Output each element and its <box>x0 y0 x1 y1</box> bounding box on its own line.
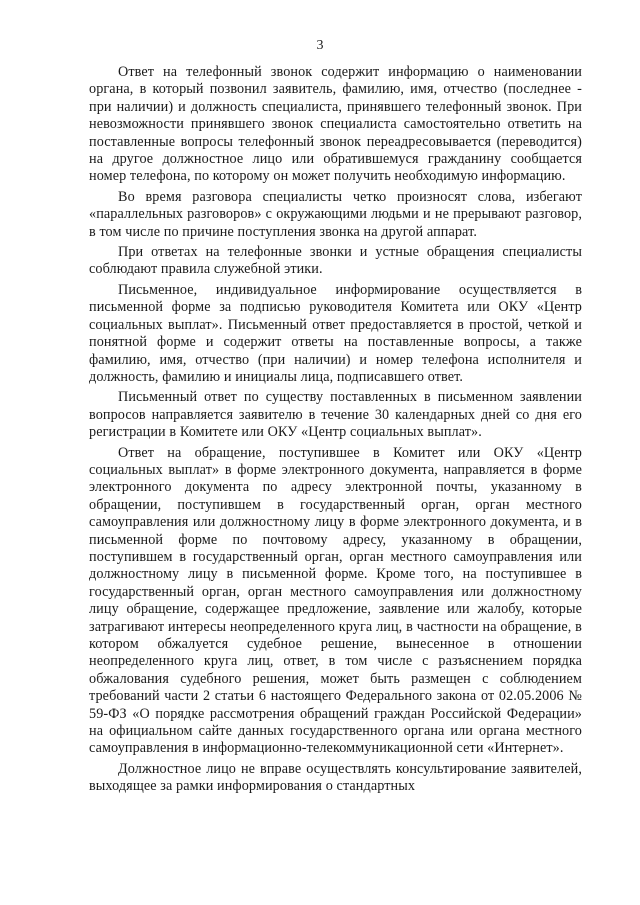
paragraph-electronic-answer: Ответ на обращение, поступившее в Комитет или ОКУ «Центр социальных выплат» в форме электронного документа, направляется в форме электронного документа по адресу электронной почты, указанному в обращении, поступившем в государственный орган, орган местного самоуправления или должностному лицу в форме электронного документа, и в письменной форме по почтовому адресу, указанному в обращении, поступившем в государственный орган, орган местного самоуправления или должностному лицу в письменной форме. Кроме того, на поступившее в государственный орган, орган местного самоуправления или должностному лицу обращение, содержащее предложение, заявление или жалобу, которые затрагивают интересы неопределенного круга лиц, в частности на обращение, в котором обжалуется судебное решение, вынесенное в отношении неопределенного круга лиц, ответ, в том числе с разъяснением порядка обжалования судебного решения, может быть размещен с соблюдением требований части 2 статьи 6 настоящего Федерального закона от 02.05.2006 № 59-ФЗ «О порядке рассмотрения обращений граждан Российской Федерации» на официальном сайте данных государственного органа или органа местного самоуправления в информационно-телекоммуникационной сети «Интернет». <box>89 444 582 757</box>
document-body <box>89 64 582 796</box>
paragraph-service-ethics: При ответах на телефонные звонки и устные обращения специалисты соблюдают правила служебной этики. <box>89 244 582 278</box>
paragraph-written-answer-term: Письменный ответ по существу поставленных в письменном заявлении вопросов направляется заявителю в течение 30 календарных дней со дня его регистрации в Комитете или ОКУ «Центр социальных выплат». <box>89 389 582 441</box>
page-number: 3 <box>316 38 324 53</box>
paragraph-conversation-rules: Во время разговора специалисты четко произносят слова, избегают «параллельных разговоров» с окружающими людьми и не прерывают разговор, в том числе по причине поступления звонка на другой аппарат. <box>89 188 582 240</box>
paragraph-phone-answer: Ответ на телефонный звонок содержит информацию о наименовании органа, в который позвонил заявитель, фамилию, имя, отчество (последнее - при наличии) и должность специалиста, принявшего телефонный звонок. При невозможности принявшего звонок специалиста самостоятельно ответить на поставленные вопросы телефонный звонок переадресовывается (переводится) на другое должностное лицо или обратившемуся гражданину сообщается номер телефона, по которому он может получить необходимую информацию. <box>89 64 582 185</box>
paragraph-official-restrictions: Должностное лицо не вправе осуществлять консультирование заявителей, выходящее за рамки информирования о стандартных <box>89 760 582 795</box>
paragraph-written-informing: Письменное, индивидуальное информирование осуществляется в письменной форме за подписью руководителя Комитета или ОКУ «Центр социальных выплат». Письменный ответ предоставляется в простой, четкой и понятной форме и содержит ответы на поставленные вопросы, а также фамилию, имя, отчество (при наличии) и номер телефона исполнителя и должность, фамилию и инициалы лица, подписавшего ответ. <box>89 281 582 385</box>
